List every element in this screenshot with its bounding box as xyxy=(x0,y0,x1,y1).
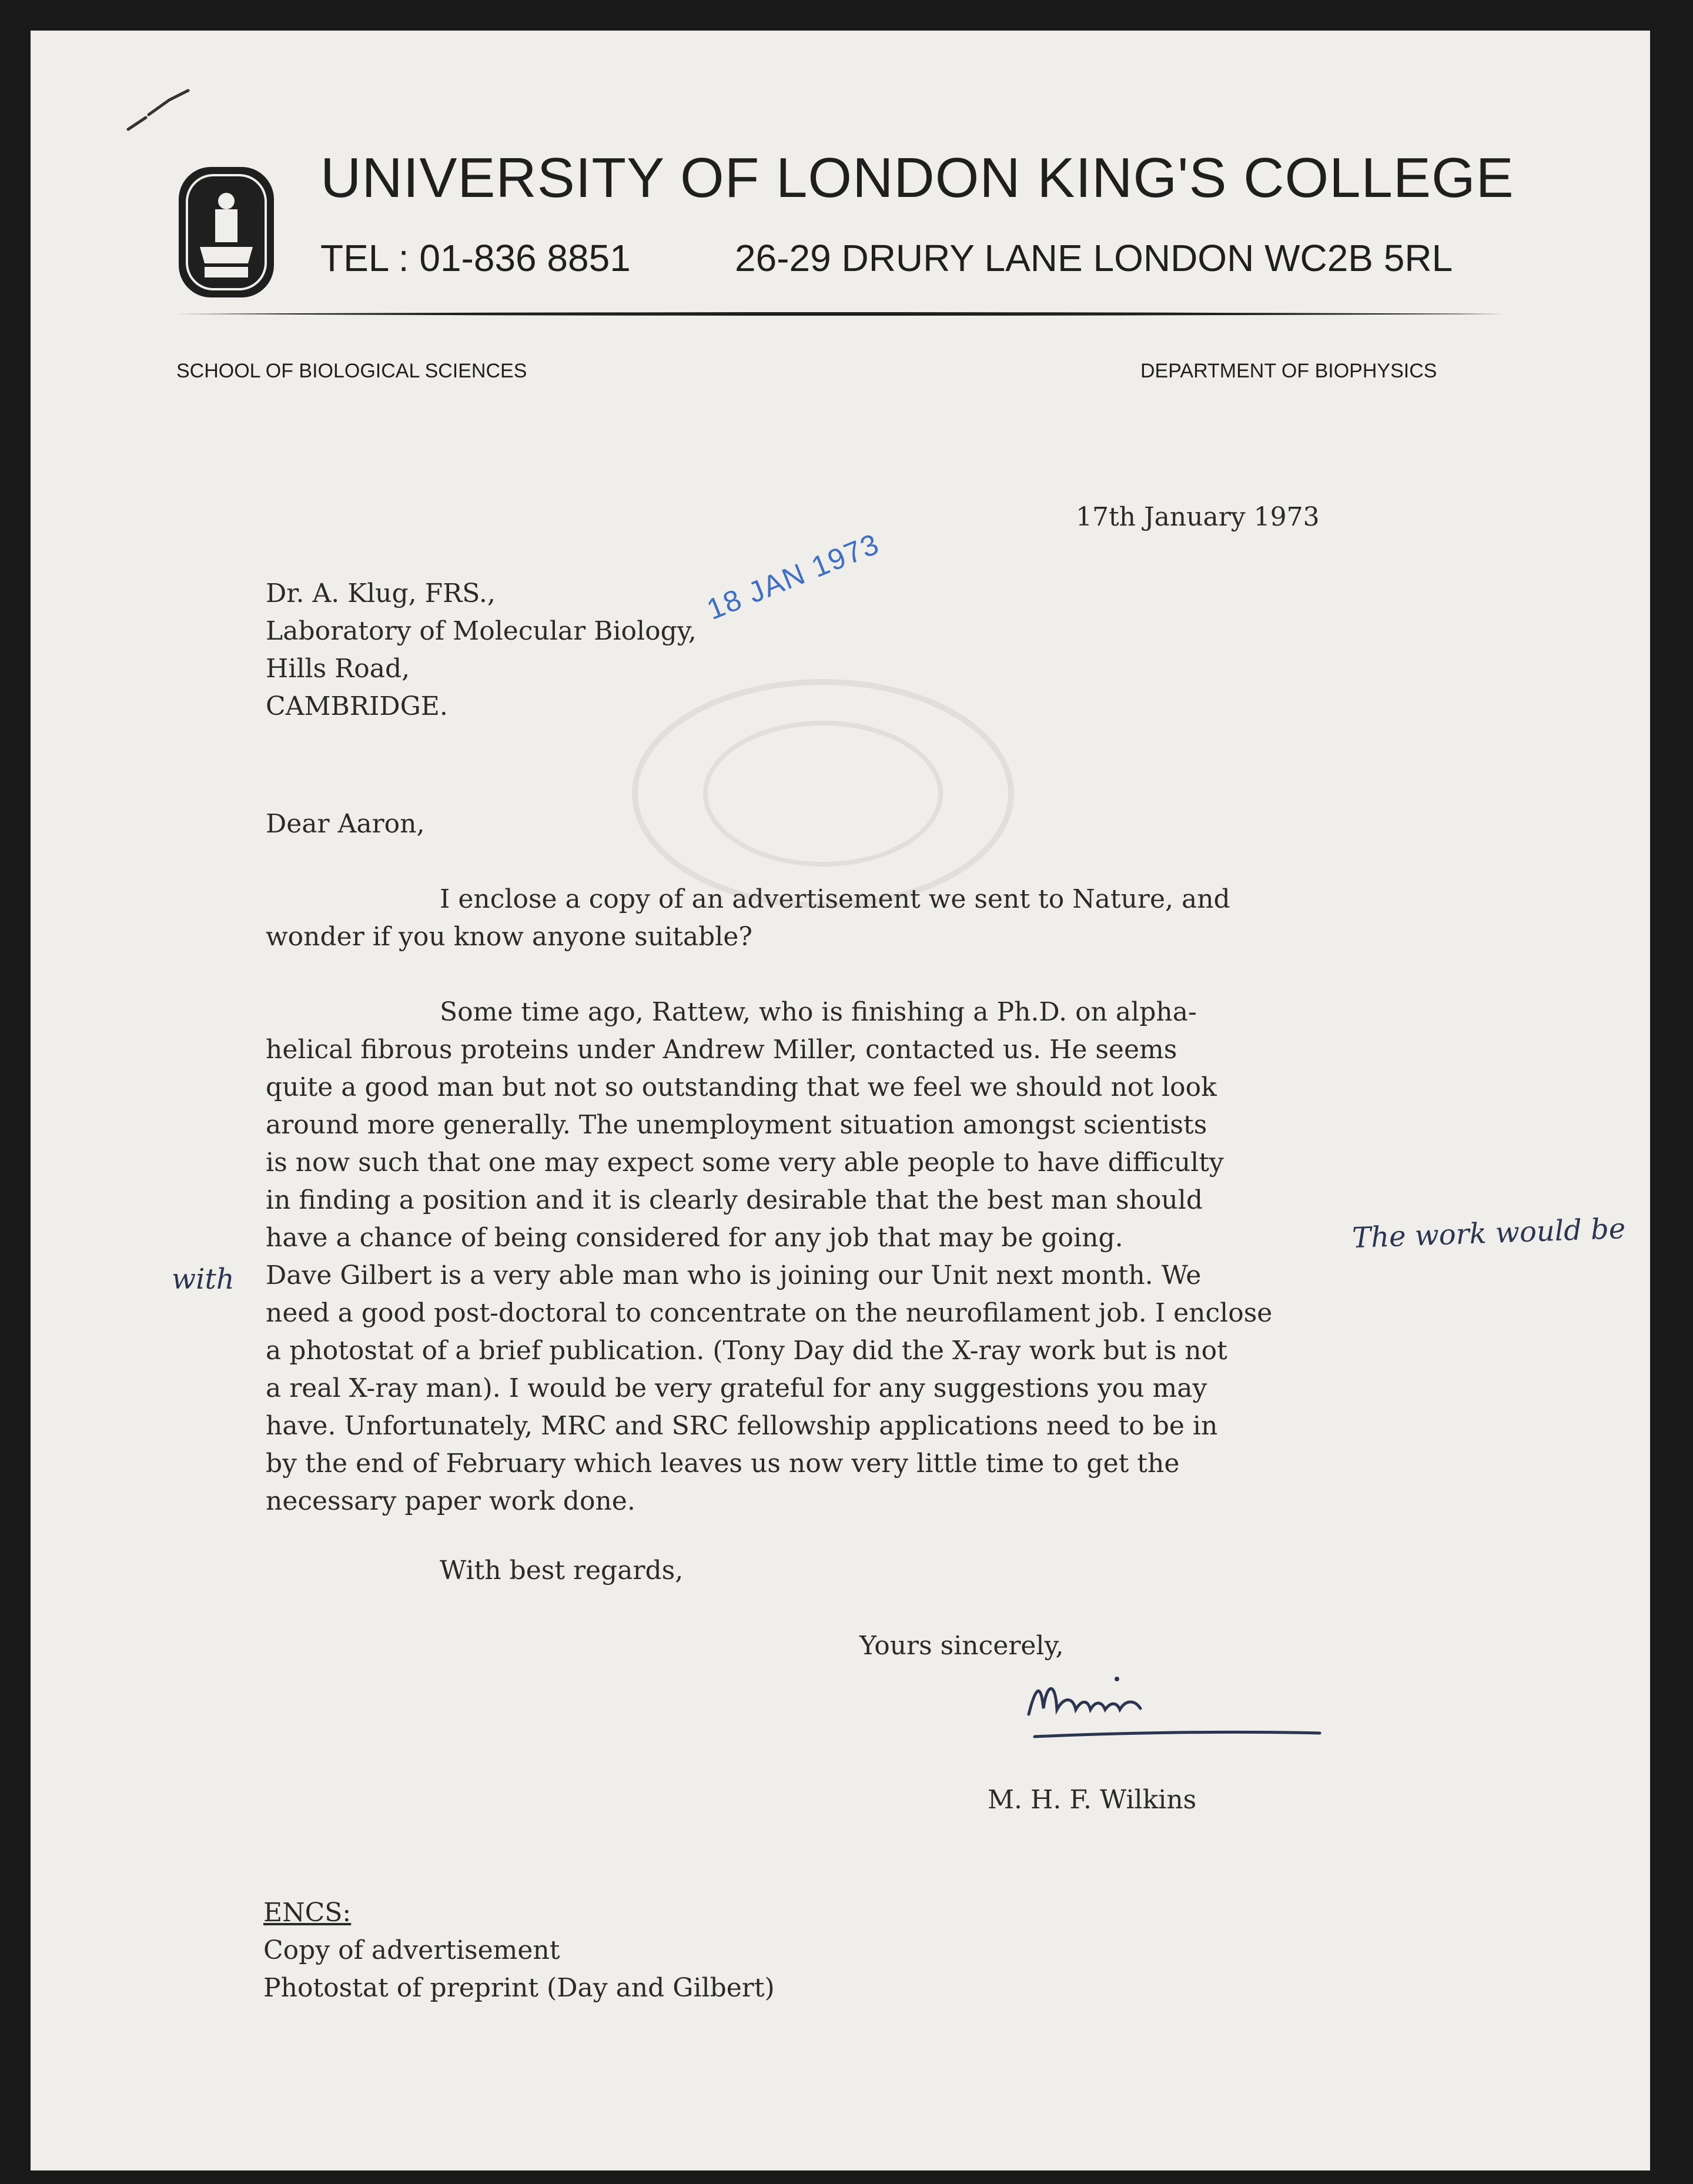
department-name: DEPARTMENT OF BIOPHYSICS xyxy=(1140,360,1437,382)
letter-date: 17th January 1973 xyxy=(1076,502,1320,532)
college-address: 26-29 DRURY LANE LONDON WC2B 5RL xyxy=(735,237,1453,279)
salutation: Dear Aaron, xyxy=(266,809,425,839)
telephone-number: TEL : 01-836 8851 xyxy=(320,237,631,279)
school-name: SCHOOL OF BIOLOGICAL SCIENCES xyxy=(176,360,527,382)
paragraph-line: have a chance of being considered for any job that may be going. xyxy=(266,1223,1123,1253)
recipient-line: Laboratory of Molecular Biology, xyxy=(266,616,697,646)
paragraph-line: have. Unfortunately, MRC and SRC fellowship applications need to be in xyxy=(266,1411,1218,1441)
recipient-address xyxy=(266,575,697,725)
paragraph-body xyxy=(266,994,1272,1520)
letterhead-divider xyxy=(176,312,1502,316)
pencil-mark-icon xyxy=(122,82,199,135)
paragraph-line: necessary paper work done. xyxy=(266,1486,635,1516)
paragraph-line: in finding a position and it is clearly desirable that the best man should xyxy=(266,1185,1203,1215)
paragraph-line: quite a good man but not so outstanding that we feel we should not look xyxy=(266,1072,1217,1102)
paragraph-line: around more generally. The unemployment situation amongst scientists xyxy=(266,1110,1207,1140)
recipient-line: Dr. A. Klug, FRS., xyxy=(266,578,496,608)
college-crest-icon xyxy=(176,165,276,300)
paragraph-line: is now such that one may expect some very able people to have difficulty xyxy=(266,1148,1224,1178)
enclosures-label: ENCS: xyxy=(263,1898,352,1928)
paragraph-line: Dave Gilbert is a very able man who is joining our Unit next month. We xyxy=(266,1260,1202,1290)
paragraph-line: a real X-ray man). I would be very grateful for any suggestions you may xyxy=(266,1373,1207,1403)
handwritten-signature xyxy=(1023,1667,1329,1750)
paragraph-enclosure xyxy=(266,881,1230,956)
paragraph-line: by the end of February which leaves us now very little time to get the xyxy=(266,1449,1180,1479)
enclosure-item: Photostat of preprint (Day and Gilbert) xyxy=(263,1973,775,2003)
received-date-stamp: 18 JAN 1973 xyxy=(702,527,884,626)
handwritten-annotation-right: The work would be xyxy=(1351,1212,1627,1255)
enclosure-item: Copy of advertisement xyxy=(263,1935,560,1965)
recipient-line: CAMBRIDGE. xyxy=(266,691,448,721)
paragraph-line: wonder if you know anyone suitable? xyxy=(266,922,752,952)
signatory-name: M. H. F. Wilkins xyxy=(988,1785,1197,1815)
institution-name: UNIVERSITY OF LONDON KING'S COLLEGE xyxy=(320,146,1514,209)
paragraph-line: need a good post-doctoral to concentrate on the neurofilament job. I enclose xyxy=(266,1298,1273,1328)
handwritten-annotation-left: with xyxy=(172,1263,235,1296)
recipient-line: Hills Road, xyxy=(266,654,410,684)
enclosures-list xyxy=(263,1894,775,2007)
paragraph-line: a photostat of a brief publication. (Tony Day did the X-ray work but is not xyxy=(266,1336,1227,1366)
paragraph-line: helical fibrous proteins under Andrew Miller, contacted us. He seems xyxy=(266,1035,1177,1065)
closing: Yours sincerely, xyxy=(859,1631,1064,1661)
paragraph-line: Some time ago, Rattew, who is finishing a Ph.D. on alpha- xyxy=(440,997,1197,1027)
closing-regards: With best regards, xyxy=(440,1556,684,1586)
paragraph-line: I enclose a copy of an advertisement we sent to Nature, and xyxy=(440,884,1230,914)
